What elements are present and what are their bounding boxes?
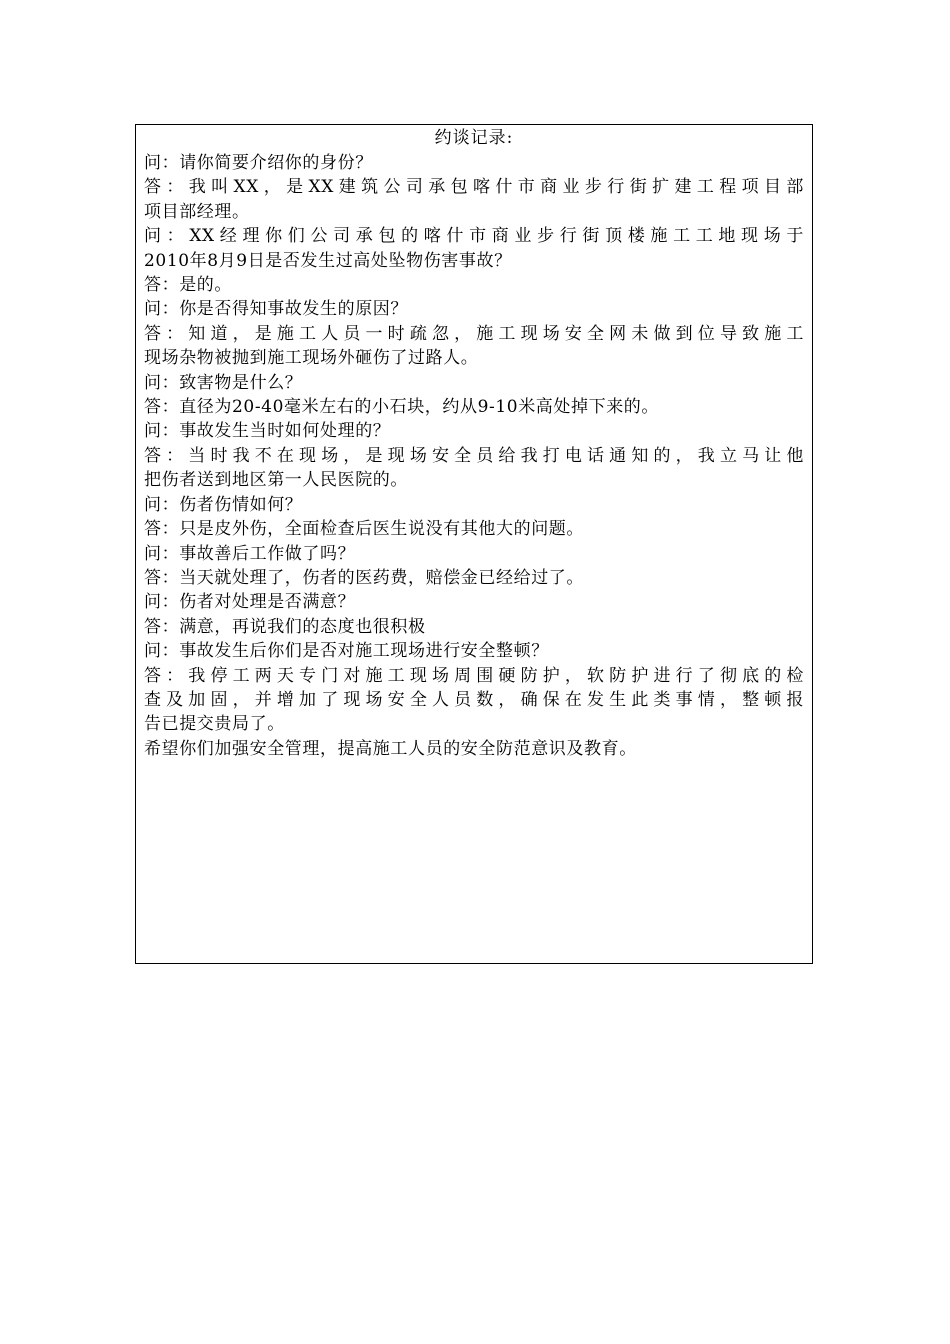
record-line: 现场杂物被抛到施工现场外砸伤了过路人。 — [144, 348, 479, 369]
record-line: 把伤者送到地区第一人民医院的。 — [144, 470, 408, 491]
record-line: 答：当时我不在现场，是现场安全员给我打电话通知的，我立马让他 — [144, 445, 804, 466]
record-line: 答：满意，再说我们的态度也很积极 — [144, 616, 426, 637]
record-line: 答：当天就处理了，伤者的医药费，赔偿金已经给过了。 — [144, 567, 584, 588]
record-line: 答：我停工两天专门对施工现场周围硬防护，软防护进行了彻底的检 — [144, 665, 804, 686]
record-line: 2010年8月9日是否发生过高处坠物伤害事故？ — [144, 250, 512, 271]
record-line: 查及加固，并增加了现场安全人员数，确保在发生此类事情，整顿报 — [144, 689, 804, 710]
record-line: 问：事故发生当时如何处理的？ — [144, 421, 391, 442]
record-line: 答：是的。 — [144, 275, 232, 296]
record-title: 约谈记录: — [434, 128, 514, 148]
record-line: 问：伤者伤情如何？ — [144, 494, 303, 515]
record-line: 答：只是皮外伤，全面检查后医生说没有其他大的问题。 — [144, 519, 584, 540]
record-line: 答：我叫XX，是XX建筑公司承包喀什市商业步行街扩建工程项目部 — [144, 177, 804, 198]
record-lines — [144, 151, 804, 761]
record-line: 告已提交贵局了。 — [144, 714, 285, 735]
record-line: 问：请你简要介绍你的身份？ — [144, 153, 373, 173]
record-line: 问：事故善后工作做了吗？ — [144, 543, 356, 564]
record-line: 问：伤者对处理是否满意？ — [144, 592, 356, 613]
record-line: 问：XX经理你们公司承包的喀什市商业步行街顶楼施工工地现场于 — [144, 226, 804, 247]
record-line: 答：知道，是施工人员一时疏忽，施工现场安全网未做到位导致施工 — [144, 323, 804, 344]
record-line: 答：直径为20-40毫米左右的小石块，约从9-10米高处掉下来的。 — [144, 397, 659, 418]
record-line: 问：你是否得知事故发生的原因？ — [144, 299, 408, 320]
record-line: 希望你们加强安全管理，提高施工人员的安全防范意识及教育。 — [144, 738, 637, 759]
interview-record-box — [135, 124, 813, 964]
record-line: 项目部经理。 — [144, 201, 250, 222]
record-line: 问：事故发生后你们是否对施工现场进行安全整顿？ — [144, 641, 549, 662]
record-line: 问：致害物是什么？ — [144, 372, 303, 393]
